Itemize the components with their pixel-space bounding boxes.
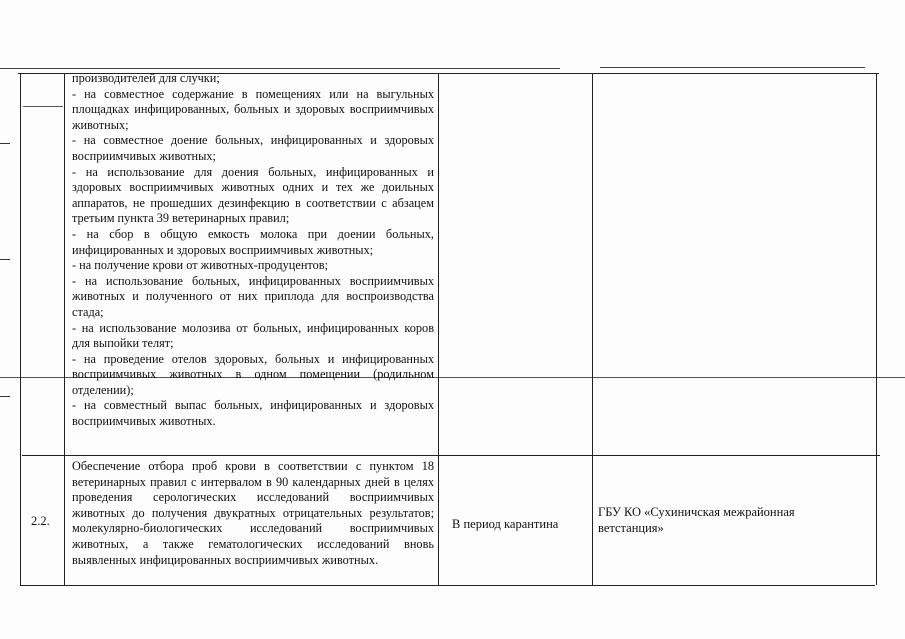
measure-line: - на совместный выпас больных, инфицированных и здоровых восприимчивых животных. — [72, 398, 434, 429]
margin-tick — [0, 396, 10, 397]
measure-line: - на использование больных, инфицированных восприимчивых животных и полученного от них приплода для воспроизводства стада; — [72, 273, 434, 319]
top-scan-line — [0, 68, 560, 69]
col-border-4 — [876, 73, 877, 585]
col-border-3 — [592, 73, 593, 585]
measure-line: - на получение крови от животных-продуцентов; — [72, 258, 329, 273]
col-border-1 — [64, 73, 65, 585]
table-bottom-border — [20, 585, 875, 586]
responsible-line: ГБУ КО «Сухиничская межрайонная — [598, 505, 795, 519]
responsible-line: ветстанция» — [598, 520, 664, 535]
measure-text-continued — [72, 71, 434, 430]
top-scan-line-right — [600, 67, 865, 68]
measure-line: - на использование для доения больных, инфицированных и здоровых восприимчивых животных одних и тех же доильных аппаратов, не прошедших дезинфекцию в соответствии с абзацем третьим пункта 39 ветеринарных правил; — [72, 164, 434, 226]
measure-line: - на совместное доение больных, инфицированных и здоровых восприимчивых животных; — [72, 133, 434, 163]
col-border-2 — [438, 73, 439, 585]
row-number: 2.2. — [31, 514, 50, 528]
row-divider — [22, 455, 880, 456]
responsible-text — [598, 505, 868, 536]
margin-tick — [0, 259, 10, 260]
measure-line: - на сбор в общую емкость молока при доении больных, инфицированных и здоровых восприимчивых животных; — [72, 226, 434, 257]
measure-line: производителей для случки; — [72, 71, 220, 85]
num-cell-inner-line — [23, 106, 63, 107]
measure-text-2-2: Обеспечение отбора проб крови в соответствии с пунктом 18 ветеринарных правил с интервалом в 90 календарных дней в целях проведения серологических исследований восприимчивых животных до получения двукратных отрицательных результатов; молекулярно-биологических исследований восприимчивых животных, а также гематологических исследований вновь выявленных инфицированных восприимчивых животных. — [72, 459, 434, 567]
margin-tick — [0, 143, 10, 144]
measure-line: - на проведение отелов здоровых, больных и инфицированных восприимчивых животных в одном помещении (родильном отделении); — [72, 351, 434, 397]
col-border-0 — [20, 73, 21, 585]
measure-line: - на совместное содержание в помещениях или на выгульных площадках инфицированных, больных и здоровых восприимчивых животных; — [72, 86, 434, 132]
measure-line: - на использование молозива от больных, инфицированных коров для выпойки телят; — [72, 320, 434, 351]
period-text: В период карантина — [452, 517, 559, 531]
